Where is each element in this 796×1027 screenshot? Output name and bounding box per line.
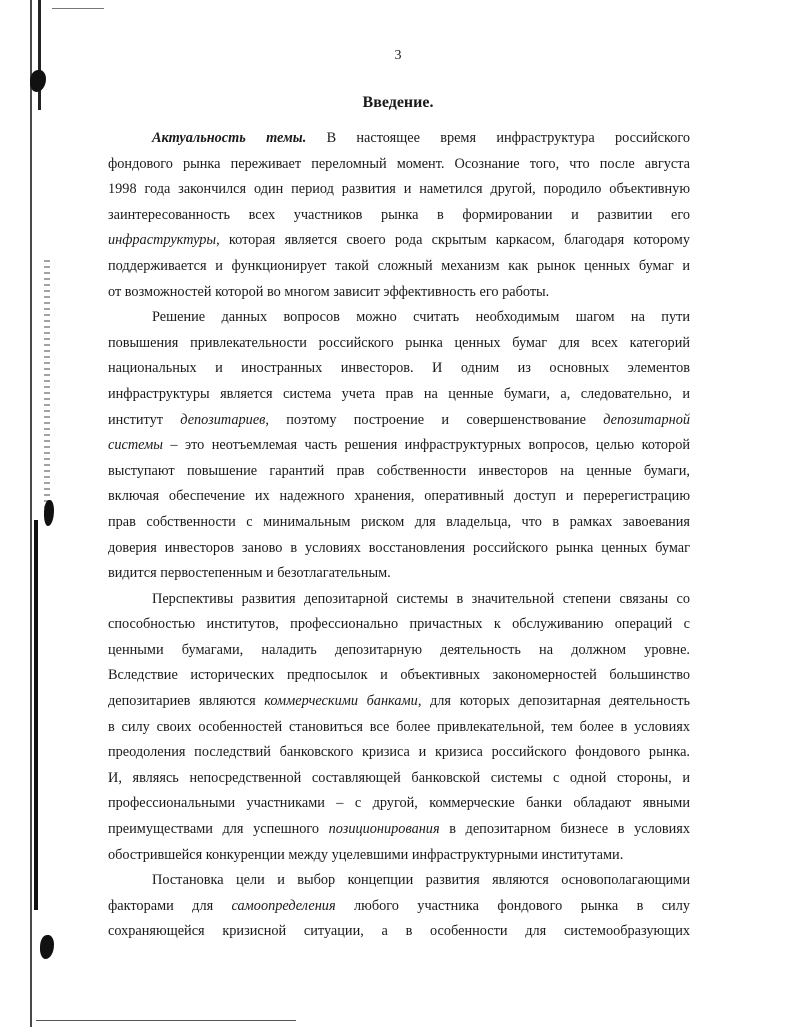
text-segment: Решение данных вопросов можно считать необходимым шагом на пути — [152, 309, 690, 326]
page-title: Введение. — [362, 94, 434, 111]
text-segment: фондового рынка переживает переломный момент. Осознание того, что после августа — [108, 155, 690, 172]
text-line — [108, 280, 690, 306]
text-segment: факторами для — [108, 897, 232, 914]
text-segment: национальных и иностранных инвесторов. И одним из основных элементов — [108, 360, 690, 377]
emphasized-text: Актуальность темы. — [152, 130, 307, 146]
text-line — [108, 587, 690, 613]
emphasized-text: самоопределения — [231, 897, 336, 914]
text-segment: институт — [108, 411, 181, 428]
text-line — [108, 689, 690, 715]
text-line — [108, 331, 690, 357]
text-segment: Вследствие исторических предпосылок и объективных закономерностей большинство — [108, 667, 690, 684]
text-segment: , поэтому построение и совершенствование — [265, 411, 604, 428]
scan-edge-bar — [34, 520, 38, 910]
text-segment: В настоящее время инфраструктура российского — [306, 130, 690, 146]
text-segment: прав собственности с минимальным риском для владельца, что в рамках завоевания — [108, 513, 690, 530]
paragraph — [108, 126, 690, 305]
scan-blot — [30, 70, 46, 92]
text-line — [108, 663, 690, 689]
text-line — [108, 919, 690, 945]
text-line — [108, 843, 690, 869]
text-line — [108, 791, 690, 817]
text-line — [108, 740, 690, 766]
text-line — [108, 228, 690, 254]
emphasized-text: депозитариев — [180, 411, 266, 428]
text-segment: способностью институтов, профессионально причастных к обслуживанию операций с — [108, 616, 690, 633]
paragraph — [108, 587, 690, 869]
scan-blot — [44, 500, 54, 526]
text-line — [108, 356, 690, 382]
paragraph — [108, 868, 690, 945]
text-line — [108, 715, 690, 741]
text-line — [108, 766, 690, 792]
body-text — [108, 126, 690, 945]
emphasized-text: позиционирования — [328, 821, 440, 838]
text-line — [108, 382, 690, 408]
scan-top-line — [52, 8, 104, 9]
text-segment: Постановка цели и выбор концепции развития являются основополагающими — [152, 872, 690, 889]
text-segment: видится первостепенным и безотлагательным. — [108, 565, 391, 582]
text-line — [108, 484, 690, 510]
text-segment: заинтересованность всех участников рынка в формировании и развитии его — [108, 206, 690, 223]
emphasized-text: коммерческими банками — [264, 693, 418, 710]
text-line — [108, 433, 690, 459]
text-line — [108, 152, 690, 178]
text-line — [108, 177, 690, 203]
text-line — [108, 638, 690, 664]
text-segment: И, являясь непосредственной составляющей банковской системы с одной стороны, и — [108, 769, 690, 786]
text-line — [108, 510, 690, 536]
text-segment: преимуществами для успешного — [108, 821, 329, 838]
text-line — [108, 203, 690, 229]
text-segment: сохраняющейся кризисной ситуации, а в особенности для системообразующих — [108, 923, 690, 940]
text-line — [108, 612, 690, 638]
text-segment: , для которых депозитарная деятельность — [417, 693, 690, 710]
text-segment: ценными бумагами, наладить депозитарную деятельность на должном уровне. — [108, 641, 690, 658]
text-segment: – это неотъемлемая часть решения инфраструктурных вопросов, целью которой — [162, 437, 690, 454]
text-line — [108, 561, 690, 587]
scan-bottom-line — [36, 1020, 296, 1021]
emphasized-text: инфраструктуры — [108, 232, 217, 249]
text-segment: 1998 года закончился один период развития и наметился другой, породило объективную — [108, 181, 690, 198]
text-line — [108, 459, 690, 485]
emphasized-text: депозитарной — [603, 411, 690, 428]
text-segment: депозитариев являются — [108, 693, 265, 710]
text-segment: инфраструктуры является система учета прав на ценные бумаги, а, следовательно, и — [108, 385, 690, 402]
text-segment: от возможностей которой во многом зависит эффективность его работы. — [108, 283, 550, 300]
paragraph — [108, 305, 690, 587]
text-line — [108, 536, 690, 562]
text-line — [108, 817, 690, 843]
text-line — [108, 254, 690, 280]
scan-blot — [40, 935, 54, 959]
page-number: 3 — [394, 48, 402, 63]
text-segment: включая обеспечение их надежного хранения, оперативный доступ и перерегистрацию — [108, 488, 690, 505]
text-segment: , которая является своего рода скрытым каркасом, благодаря которому — [216, 232, 690, 249]
text-segment: выступают повышение гарантий прав собственности инвесторов на ценные бумаги, — [108, 462, 690, 479]
text-segment: доверия инвесторов заново в условиях восстановления российского рынка ценных бумаг — [108, 539, 690, 556]
text-segment: повышения привлекательности российского рынка ценных бумаг для всех категорий — [108, 334, 690, 351]
text-segment: в силу своих особенностей становиться все более привлекательной, тем более в условиях — [108, 718, 690, 735]
text-line — [108, 126, 690, 152]
text-segment: профессиональными участниками – с другой, коммерческие банки обладают явными — [108, 795, 690, 812]
text-segment: поддерживается и функционирует такой сложный механизм как рынок ценных бумаг и — [108, 257, 690, 274]
text-segment: обострившейся конкуренции между уцелевшими инфраструктурными институтами. — [108, 846, 624, 863]
text-line — [108, 305, 690, 331]
text-line — [108, 408, 690, 434]
emphasized-text: системы — [108, 437, 163, 454]
text-line — [108, 868, 690, 894]
text-segment: в депозитарном бизнесе в условиях — [439, 821, 690, 838]
text-line — [108, 894, 690, 920]
text-segment: преодоления последствий банковского кризиса и кризиса российского фондового рынка. — [108, 744, 690, 761]
scan-noise — [44, 260, 50, 510]
text-segment: любого участника фондового рынка в силу — [335, 897, 690, 914]
text-segment: Перспективы развития депозитарной системы в значительной степени связаны со — [152, 590, 690, 607]
